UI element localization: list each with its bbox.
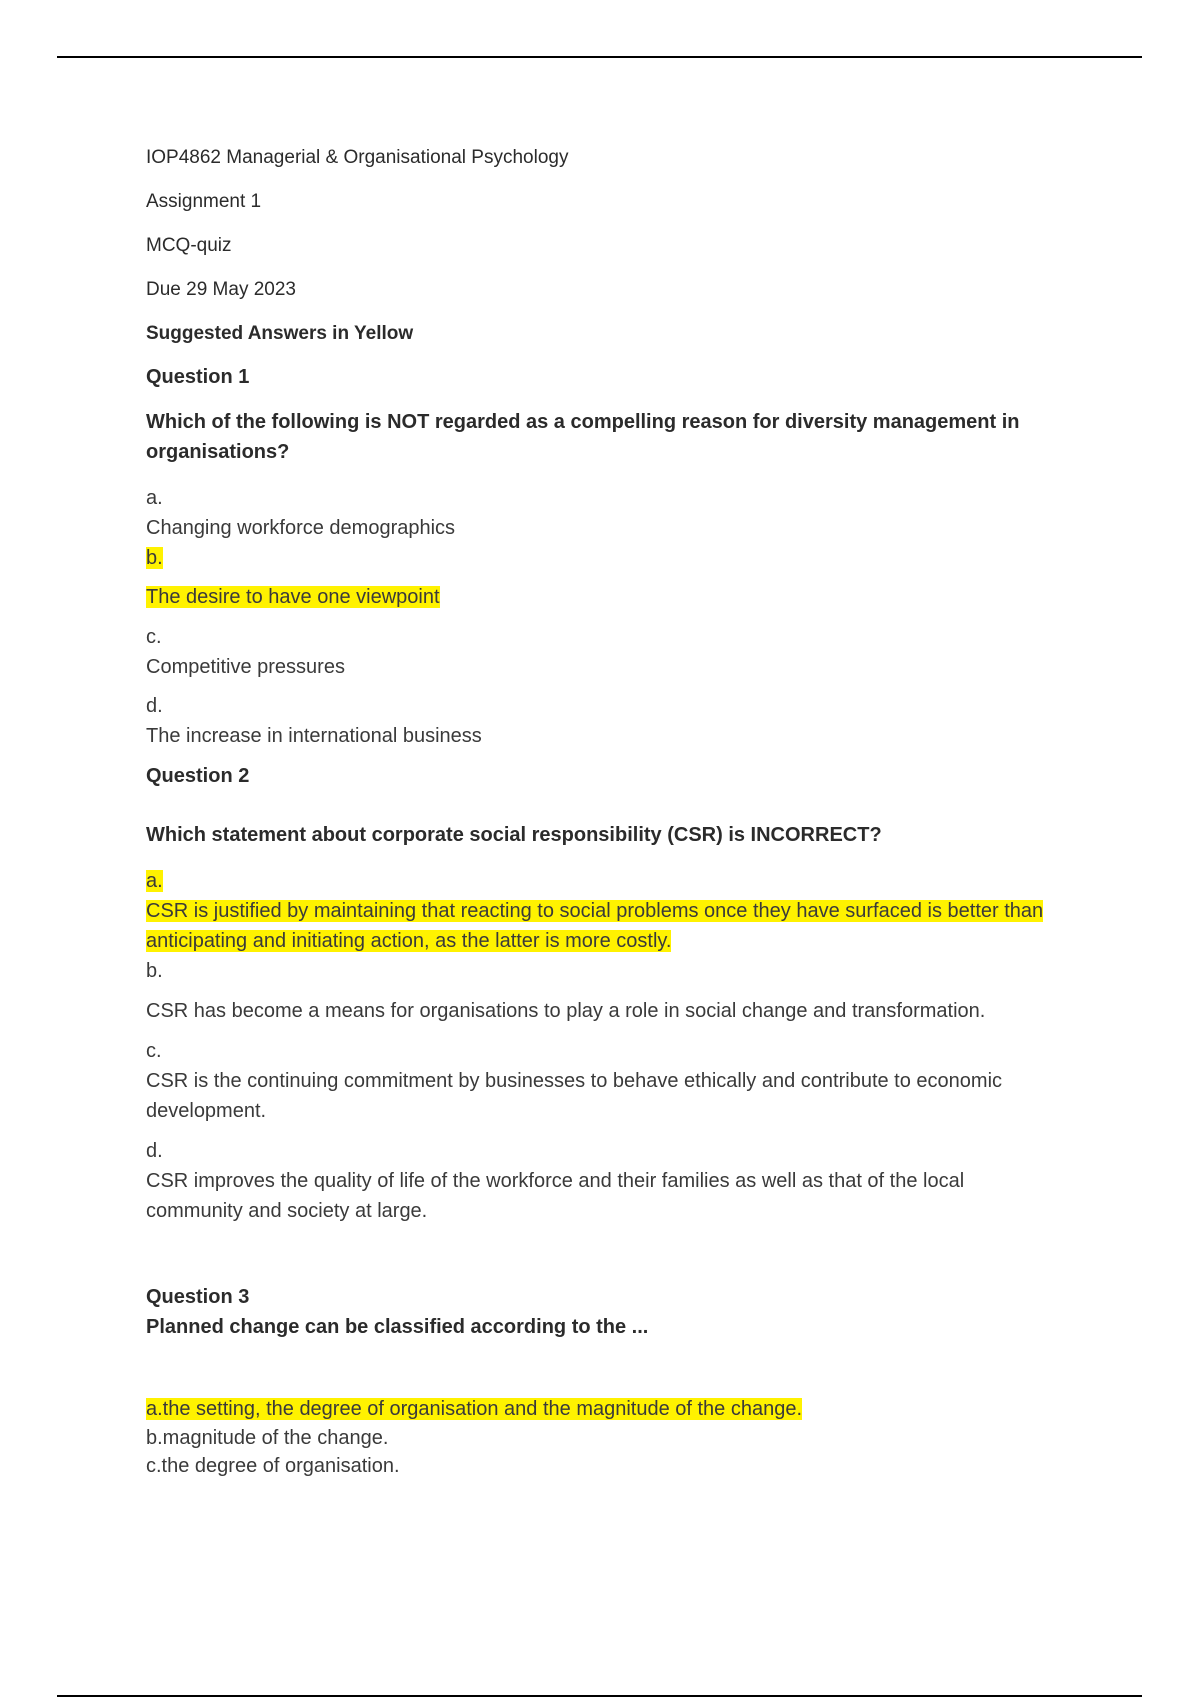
answer-highlight: b. (146, 547, 163, 569)
question-3-title: Question 3 (146, 1286, 250, 1308)
document-body (146, 146, 1066, 1480)
q2-option-d-text: CSR improves the quality of life of the workforce and their families as well as that of the local community and society at large. (146, 1170, 965, 1222)
assignment-label: Assignment 1 (146, 191, 262, 212)
answer-highlight: a.the setting, the degree of organisation and the magnitude of the change. (146, 1398, 803, 1420)
quiz-type: MCQ-quiz (146, 235, 232, 256)
q1-option-c-text: Competitive pressures (146, 656, 345, 678)
q2-option-d-letter: d. (146, 1140, 163, 1162)
bottom-rule (57, 1695, 1142, 1697)
question-1-title: Question 1 (146, 366, 250, 388)
q2-option-c-letter: c. (146, 1040, 162, 1062)
q2-option-b-text: CSR has become a means for organisations to play a role in social change and transformation. (146, 1000, 986, 1022)
q2-option-b-letter: b. (146, 960, 163, 982)
q1-option-d-letter: d. (146, 695, 163, 717)
q1-option-b-letter (146, 543, 1066, 573)
answer-highlight: CSR is justified by maintaining that reacting to social problems once they have surfaced is better than anticipating and initiating action, as the latter is more costly. (146, 900, 1044, 952)
q1-option-c-letter: c. (146, 626, 162, 648)
q1-option-a-text: Changing workforce demographics (146, 517, 456, 539)
q2-option-a-text (146, 896, 1066, 956)
top-rule (57, 56, 1142, 58)
course-title: IOP4862 Managerial & Organisational Psychology (146, 147, 569, 168)
question-3-text: Planned change can be classified according to the ... (146, 1316, 649, 1338)
question-2-title: Question 2 (146, 765, 250, 787)
answers-note: Suggested Answers in Yellow (146, 323, 414, 344)
q2-option-a-letter (146, 866, 1066, 896)
q2-option-c-text: CSR is the continuing commitment by businesses to behave ethically and contribute to economic development. (146, 1070, 1003, 1122)
answer-highlight: The desire to have one viewpoint (146, 586, 440, 608)
q1-option-b-text (146, 582, 1066, 612)
q1-option-d-text: The increase in international business (146, 725, 482, 747)
question-1-text: Which of the following is NOT regarded as a compelling reason for diversity management in organisations? (146, 411, 1020, 463)
answer-highlight: a. (146, 870, 163, 892)
q3-option-a (146, 1394, 1066, 1424)
q3-option-b: b.magnitude of the change. (146, 1427, 389, 1449)
q3-option-c: c.the degree of organisation. (146, 1455, 400, 1477)
q1-option-a-letter: a. (146, 487, 163, 509)
question-2-text: Which statement about corporate social responsibility (CSR) is INCORRECT? (146, 824, 882, 846)
due-date: Due 29 May 2023 (146, 279, 296, 300)
